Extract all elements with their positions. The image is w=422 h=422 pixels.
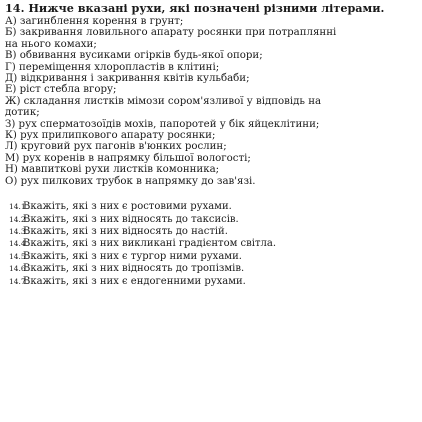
option-line: В) обвивання вусиками огірків будь-якої опори; [5,50,263,62]
spacer [5,187,414,201]
sub-question-text: Вкажіть, які з них відносять до настій. [23,225,228,237]
option-line: Д) відкривання і закривання квітів кульбаби; [5,73,250,85]
option-line: Н) мавпиткові рухи листків комонника; [5,164,220,176]
sub-question-number: 14.4. [9,239,29,249]
sub-question [9,226,414,238]
sub-question [9,214,414,226]
sub-question-number: 14.1. [9,202,29,212]
option-line: на нього комахи; [5,38,97,50]
option-line: Б) закривання ловильного апарату росянки при потраплянні [5,27,337,39]
option-line: М) рух коренів в напрямку більшої вологості; [5,152,251,164]
sub-questions-list [5,201,414,288]
sub-question [9,238,414,250]
option-line: Ж) складання листків мімози сором'язливої у відповідь на [5,95,322,107]
sub-question-number: 14.3. [9,226,29,236]
sub-question [9,251,414,263]
sub-question-text: Вкажіть, які з них є ендогенними рухами. [23,275,246,287]
option-line: К) рух прилипкового апарату росянки; [5,130,216,142]
sub-question [9,201,414,213]
movement-options-list [5,16,414,187]
option-line: А) загинблення корення в грунт; [5,16,184,27]
sub-question [9,276,414,288]
sub-question-number: 14.2. [9,214,29,224]
option-line: З) рух сперматозоїдів мохів, папоротей у бік яйцеклітини; [5,118,320,130]
option-line: дотик; [5,107,40,119]
sub-question-number: 14.5. [9,251,29,261]
sub-question-text: Вкажіть, які з них відносять до тропізмів. [23,263,245,275]
sub-question-text: Вкажіть, які з них є тургор ними рухами. [23,250,242,262]
sub-question-text: Вкажіть, які з них викликані градієнтом світла. [23,238,277,250]
sub-question-number: 14.6. [9,264,29,274]
question-title: 14. Нижче вказані рухи, які позначені різними літерами. [5,1,385,15]
option-line: Л) круговий рух пагонів в'юнких рослин; [5,141,227,153]
sub-question-text: Вкажіть, які з них є ростовими рухами. [23,201,232,213]
sub-question [9,263,414,275]
sub-question-number: 14.7. [9,276,29,286]
option-line: Г) переміщення хлоропластів в клітині; [5,61,220,73]
option-line: Е) ріст стебла вгору; [5,84,117,96]
sub-question-text: Вкажіть, які з них відносять до таксисів. [23,213,239,225]
option-line: О) рух пилкових трубок в напрямку до зав'язі. [5,175,256,187]
